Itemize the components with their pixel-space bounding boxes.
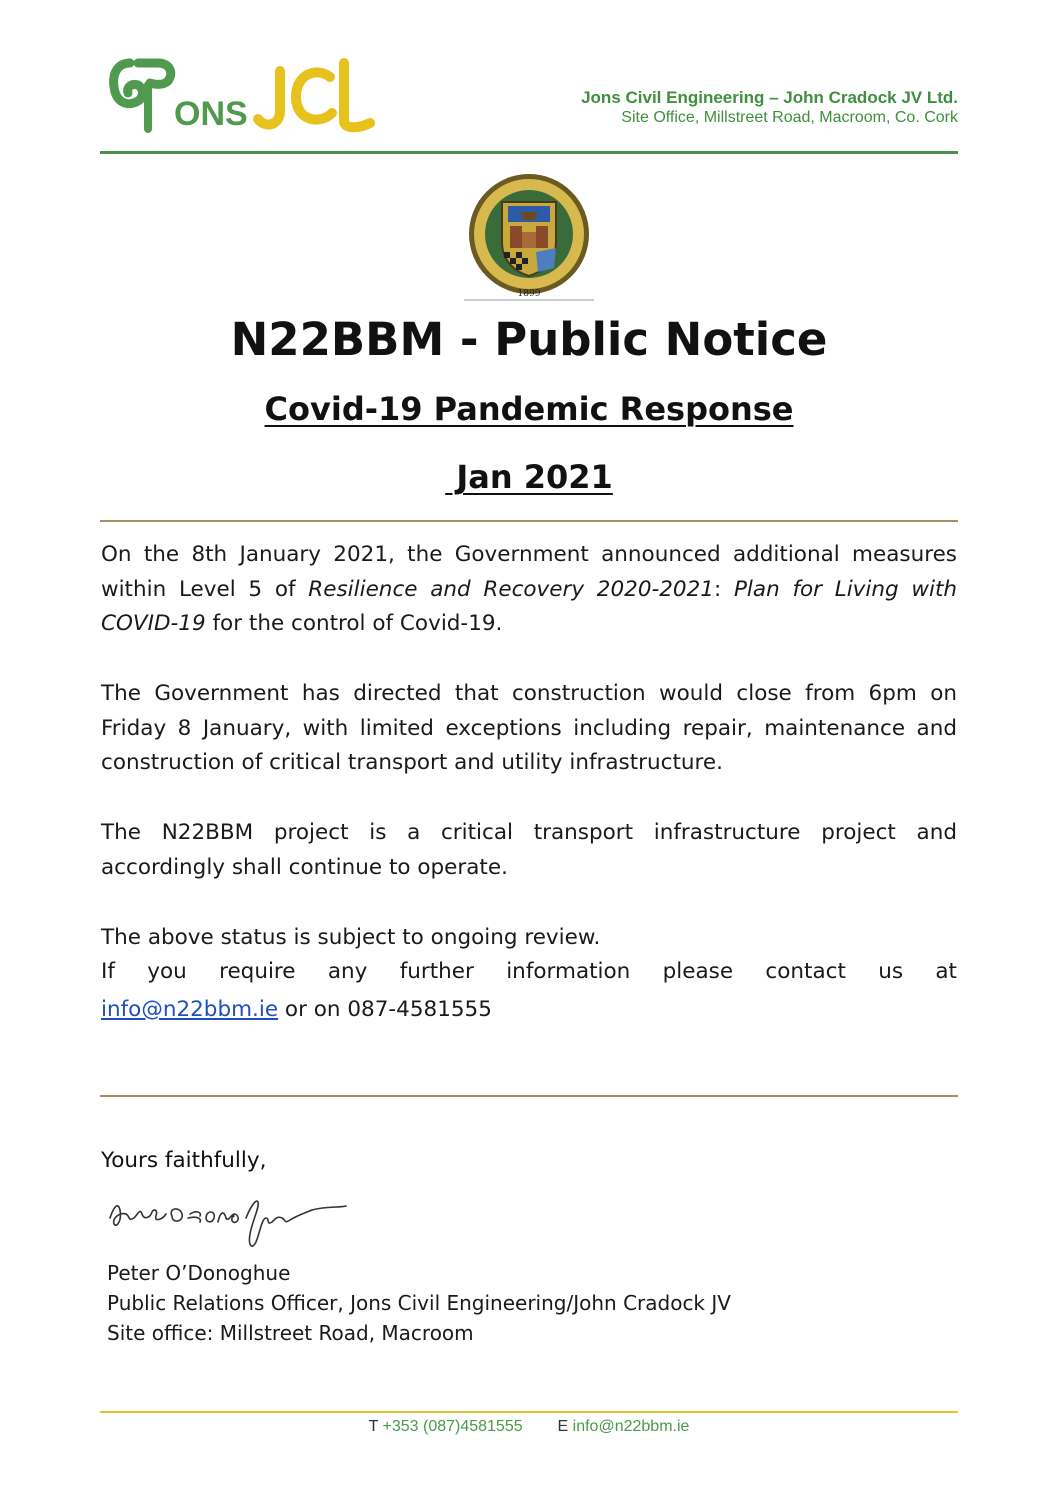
company-address: Site Office, Millstreet Road, Macroom, Co. Cork <box>621 109 958 126</box>
header-divider <box>100 151 958 154</box>
handwritten-signature <box>106 1188 351 1253</box>
jons-jcl-logo <box>108 55 378 135</box>
email-label: E <box>557 1418 569 1435</box>
page-subtitle: Covid-19 Pandemic Response <box>264 390 794 428</box>
footer-phone: +353 (087)4581555 <box>382 1418 523 1435</box>
company-block <box>581 88 958 128</box>
footer-divider <box>100 1411 958 1413</box>
salutation: Yours faithfully, <box>101 1148 267 1173</box>
signer-name: Peter O’Donoghue <box>107 1261 291 1285</box>
paragraph-review: The above status is subject to ongoing review. <box>101 925 601 950</box>
title-divider <box>100 520 958 522</box>
company-name: Jons Civil Engineering – John Cradock JV Ltd. <box>581 88 958 107</box>
email-link[interactable]: info@n22bbm.ie <box>101 997 279 1022</box>
notice-date: Jan 2021 <box>445 458 613 496</box>
footer-contact <box>0 1418 1058 1436</box>
text-segment: On the 8th January 2021, the Government announced additional measures within Level 5 of <box>101 542 957 602</box>
svg-text:ONS: ONS <box>174 95 248 133</box>
contact-line <box>101 993 957 1028</box>
text-segment: : <box>713 576 734 602</box>
signer-office: Site office: Millstreet Road, Macroom <box>107 1321 474 1345</box>
phone-label: T <box>368 1418 379 1435</box>
cork-county-council-crest <box>462 172 596 302</box>
paragraph-project-status: The N22BBM project is a critical transport infrastructure project and accordingly shall continue to operate. <box>101 820 957 880</box>
page-title: N22BBM - Public Notice <box>230 313 828 366</box>
phone-text: or on 087-4581555 <box>278 997 492 1022</box>
signer-title: Public Relations Officer, Jons Civil Engineering/John Cradock JV <box>107 1291 731 1315</box>
plan-title-italic: Resilience and Recovery 2020-2021 <box>308 576 714 602</box>
crest-year: 1899 <box>517 289 541 299</box>
paragraph-contact: If you require any further information please contact us at <box>101 959 957 984</box>
paragraph-construction-closure: The Government has directed that construction would close from 6pm on Friday 8 January, with limited exceptions including repair, maintenance and construction of critical transport and utility infrastructure. <box>101 681 957 775</box>
footer-email: info@n22bbm.ie <box>572 1418 690 1435</box>
text-segment: for the control of Covid-19. <box>205 611 503 636</box>
plan-subtitle-italic: Plan for Living with COVID-19 <box>101 576 957 636</box>
paragraph-announcement <box>101 538 957 642</box>
body-divider <box>100 1095 958 1097</box>
